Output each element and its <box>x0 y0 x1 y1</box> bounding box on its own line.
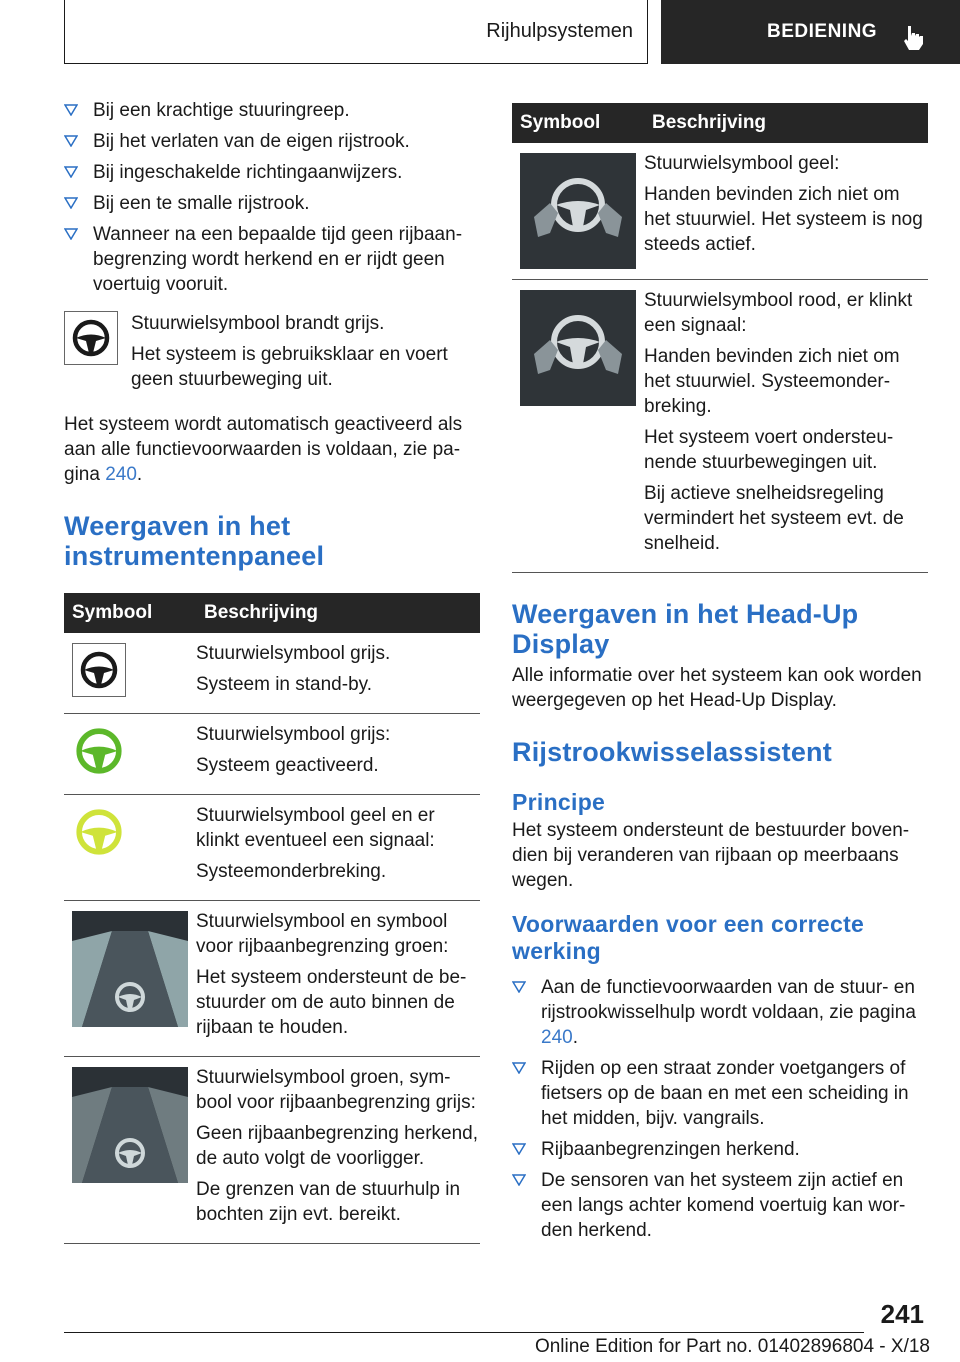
steering-wheel-yellow-icon <box>72 805 126 859</box>
table-row <box>64 1057 480 1244</box>
row-text: Geen rijbaanbegrenzing herkend, de auto volgt de voorligger. <box>196 1123 479 1169</box>
interruption-conditions-list <box>64 98 480 297</box>
triangle-bullet-icon <box>64 197 78 209</box>
row-text: Stuurwielsymbool rood, er klinkt een signaal: <box>644 290 913 336</box>
symbol-note-line1: Stuurwielsymbool brandt grijs. <box>131 313 385 334</box>
page-link[interactable]: 240 <box>541 1027 573 1048</box>
list-item-text: Bij ingeschakelde richtingaanwijzers. <box>93 162 403 183</box>
list-item-text: Bij het verlaten van de eigen rijstrook. <box>93 131 410 152</box>
triangle-bullet-icon <box>512 1143 526 1155</box>
triangle-bullet-icon <box>64 104 78 116</box>
lane-boundary-green-image <box>72 911 188 1027</box>
row-text: Systeem geactiveerd. <box>196 755 379 776</box>
hands-off-table <box>512 103 928 573</box>
row-text: Stuurwielsymbool grijs: <box>196 724 391 745</box>
hud-paragraph: Alle informatie over het systeem kan ook worden weergegeven op het Head-Up Display. <box>512 665 922 711</box>
page-number: 241 <box>880 1299 924 1329</box>
column-header-symbol: Symbool <box>512 103 644 143</box>
footer-edition: Online Edition for Part no. 01402896804 - X/18 <box>534 1336 930 1357</box>
principle-paragraph: Het systeem ondersteunt de bestuurder bovendien bij veranderen van rijbaan op meerbaans wegen. <box>512 820 910 891</box>
list-item-text: Wanneer na een bepaalde tijd geen rijbaanbegrenzing wordt herkend en er rijdt geen voertuig vooruit. <box>93 224 463 295</box>
header-chapter-tab <box>661 0 960 64</box>
triangle-bullet-icon <box>64 166 78 178</box>
left-column <box>64 98 480 1244</box>
lane-change-heading: Rijstrookwisselassistent <box>512 737 832 767</box>
list-item <box>64 222 480 297</box>
triangle-bullet-icon <box>512 1174 526 1186</box>
row-text: Systeemonderbreking. <box>196 861 387 882</box>
row-text: Handen bevinden zich niet om het stuurwiel. Systeemonderbreking. <box>644 346 900 417</box>
principle-heading: Principe <box>512 789 606 815</box>
row-text: Bij actieve snelheidsregeling vermindert het systeem evt. de snelheid. <box>644 483 904 554</box>
column-header-description: Beschrijving <box>196 593 480 633</box>
column-header-symbol: Symbool <box>64 593 196 633</box>
row-text: Stuurwielsymbool en symbool voor rijbaanbegrenzing groen: <box>196 911 449 957</box>
row-text: Stuurwielsymbool grijs. <box>196 643 391 664</box>
list-item-text: Bij een te smalle rijstrook. <box>93 193 310 214</box>
pointing-hand-icon <box>902 24 924 50</box>
list-item-text: Bij een krachtige stuuringreep. <box>93 100 350 121</box>
list-item <box>64 98 480 123</box>
row-text: Stuurwielsymbool geel en er klinkt eventueel een signaal: <box>196 805 435 851</box>
list-item-text: De sensoren van het systeem zijn actief en een langs achter komend voertuig kan worden herkend. <box>541 1170 906 1241</box>
conditions-heading: Voorwaarden voor een correcte werking <box>512 911 865 964</box>
list-item-text: Rijden op een straat zonder voetgangers of fietsers op de baan en met een scheiding in het midden, bijv. vangrails. <box>541 1058 909 1129</box>
steering-wheel-icon <box>64 311 118 365</box>
instrument-panel-heading: Weergaven in het instrumentenpaneel <box>64 511 325 571</box>
instrument-panel-table <box>64 593 480 1244</box>
hud-heading: Weergaven in het Head-Up Display <box>512 599 859 659</box>
steering-wheel-grey-icon <box>72 643 126 697</box>
hands-off-red-image <box>520 290 636 406</box>
row-text: Het systeem voert ondersteunende stuurbewegingen uit. <box>644 427 894 473</box>
list-item <box>512 1056 928 1131</box>
conditions-list <box>512 975 928 1243</box>
steering-wheel-green-icon <box>72 724 126 778</box>
table-row <box>512 280 928 573</box>
list-item <box>512 1168 928 1243</box>
lane-boundary-grey-image <box>72 1067 188 1183</box>
table-row <box>64 633 480 714</box>
list-item: Aan de functievoorwaarden van de stuur- en rijstrookwisselhulp wordt voldaan, zie pagina 240. <box>512 975 928 1050</box>
auto-activation-paragraph: Het systeem wordt automatisch geactiveerd als aan alle functievoorwaarden is voldaan, zie pagina 240. <box>64 414 463 485</box>
row-text: Het systeem ondersteunt de bestuurder om de auto binnen de rijbaan te houden. <box>196 967 467 1038</box>
table-row <box>64 714 480 795</box>
hands-off-yellow-image <box>520 153 636 269</box>
row-text: De grenzen van de stuurhulp in bochten zijn evt. bereikt. <box>196 1179 461 1225</box>
row-text: Handen bevinden zich niet om het stuurwiel. Het systeem is nog steeds actief. <box>644 184 923 255</box>
page-link[interactable]: 240 <box>105 464 137 485</box>
triangle-bullet-icon <box>512 981 526 993</box>
row-text: Stuurwielsymbool geel: <box>644 153 840 174</box>
header-chapter-title: BEDIENING <box>767 21 878 42</box>
symbol-note <box>64 311 480 398</box>
list-item-text: Rijbaanbegrenzingen herkend. <box>541 1139 800 1160</box>
table-row <box>64 795 480 901</box>
triangle-bullet-icon <box>512 1062 526 1074</box>
triangle-bullet-icon <box>64 228 78 240</box>
triangle-bullet-icon <box>64 135 78 147</box>
symbol-note-line2: Het systeem is gebruiksklaar en voert geen stuurbeweging uit. <box>131 344 448 390</box>
right-column <box>512 103 928 1249</box>
row-text: Systeem in stand-by. <box>196 674 373 695</box>
list-item <box>64 160 480 185</box>
footer-divider <box>64 1332 864 1333</box>
table-row <box>64 901 480 1057</box>
table-row <box>512 143 928 280</box>
list-item <box>512 1137 928 1162</box>
header-section-title: Rijhulpsystemen <box>486 20 633 42</box>
list-item <box>64 191 480 216</box>
header-section-tab <box>64 0 648 64</box>
column-header-description: Beschrijving <box>644 103 928 143</box>
row-text: Stuurwielsymbool groen, symbool voor rijbaanbegrenzing grijs: <box>196 1067 476 1113</box>
list-item <box>64 129 480 154</box>
